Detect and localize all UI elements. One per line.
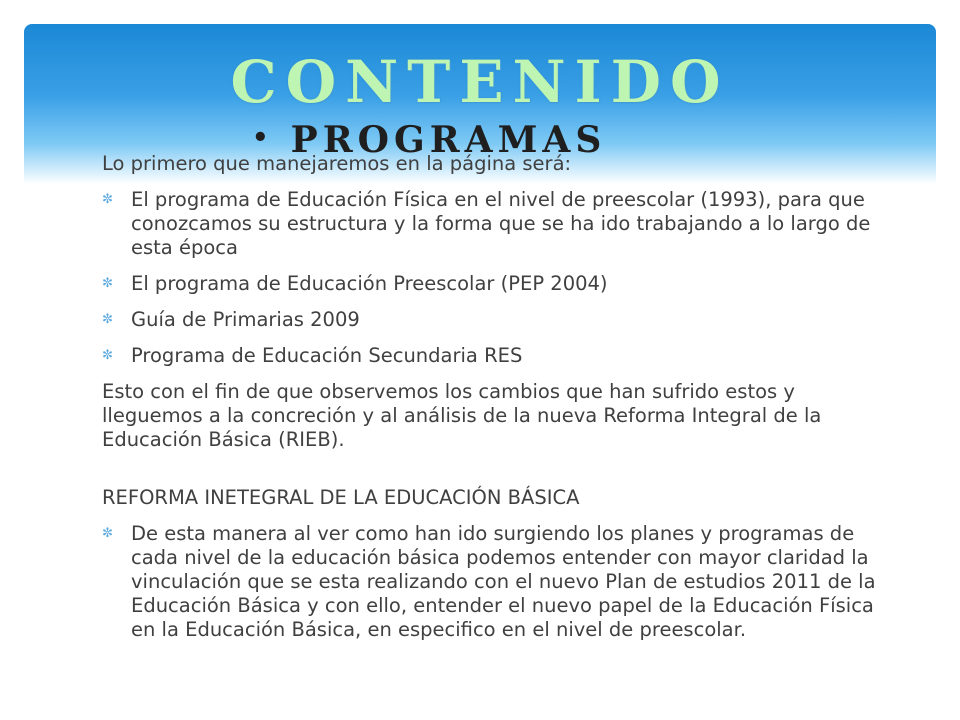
summary-paragraph: Esto con el fin de que observemos los cambios que han sufrido estos y lleguemos a la concreción y al análisis de la nueva Reforma Integral de la Educación Básica (RIEB). <box>102 380 822 451</box>
list-item <box>102 344 892 368</box>
list-item-text: El programa de Educación Física en el nivel de preescolar (1993), para que conozcamos su estructura y la forma que se ha ido trabajando a lo largo de esta época <box>131 188 871 259</box>
dot-bullet-icon: • <box>252 123 269 153</box>
list-item-text: Guía de Primarias 2009 <box>131 308 360 331</box>
list-item <box>102 272 892 296</box>
asterisk-bullet-icon: ✼ <box>102 276 113 291</box>
asterisk-bullet-icon: ✼ <box>102 348 113 363</box>
slide-subtitle-text: PROGRAMAS <box>290 119 607 161</box>
list-item <box>102 308 892 332</box>
slide-body <box>102 152 892 654</box>
list-item <box>102 188 892 260</box>
asterisk-bullet-icon: ✼ <box>102 192 113 207</box>
asterisk-bullet-icon: ✼ <box>102 312 113 327</box>
spacer <box>102 464 892 486</box>
list-item-text: Programa de Educación Secundaria RES <box>131 344 523 367</box>
section-heading: REFORMA INETEGRAL DE LA EDUCACIÓN BÁSICA <box>102 486 580 509</box>
list-item <box>102 522 892 642</box>
slide-title: CONTENIDO <box>230 48 730 116</box>
intro-text: Lo primero que manejaremos en la página será: <box>102 152 572 175</box>
asterisk-bullet-icon: ✼ <box>102 526 113 541</box>
list-item-text: El programa de Educación Preescolar (PEP 2004) <box>131 272 608 295</box>
list-item-text: De esta manera al ver como han ido surgiendo los planes y programas de cada nivel de la educación básica podemos entender con mayor claridad la vinculación que se esta realizando con el nuevo Plan de estudios 2011 de la Educación Básica y con ello, entender el nuevo papel de la Educación Física en la Educación Básica, en especifico en el nivel de preescolar. <box>131 522 876 641</box>
